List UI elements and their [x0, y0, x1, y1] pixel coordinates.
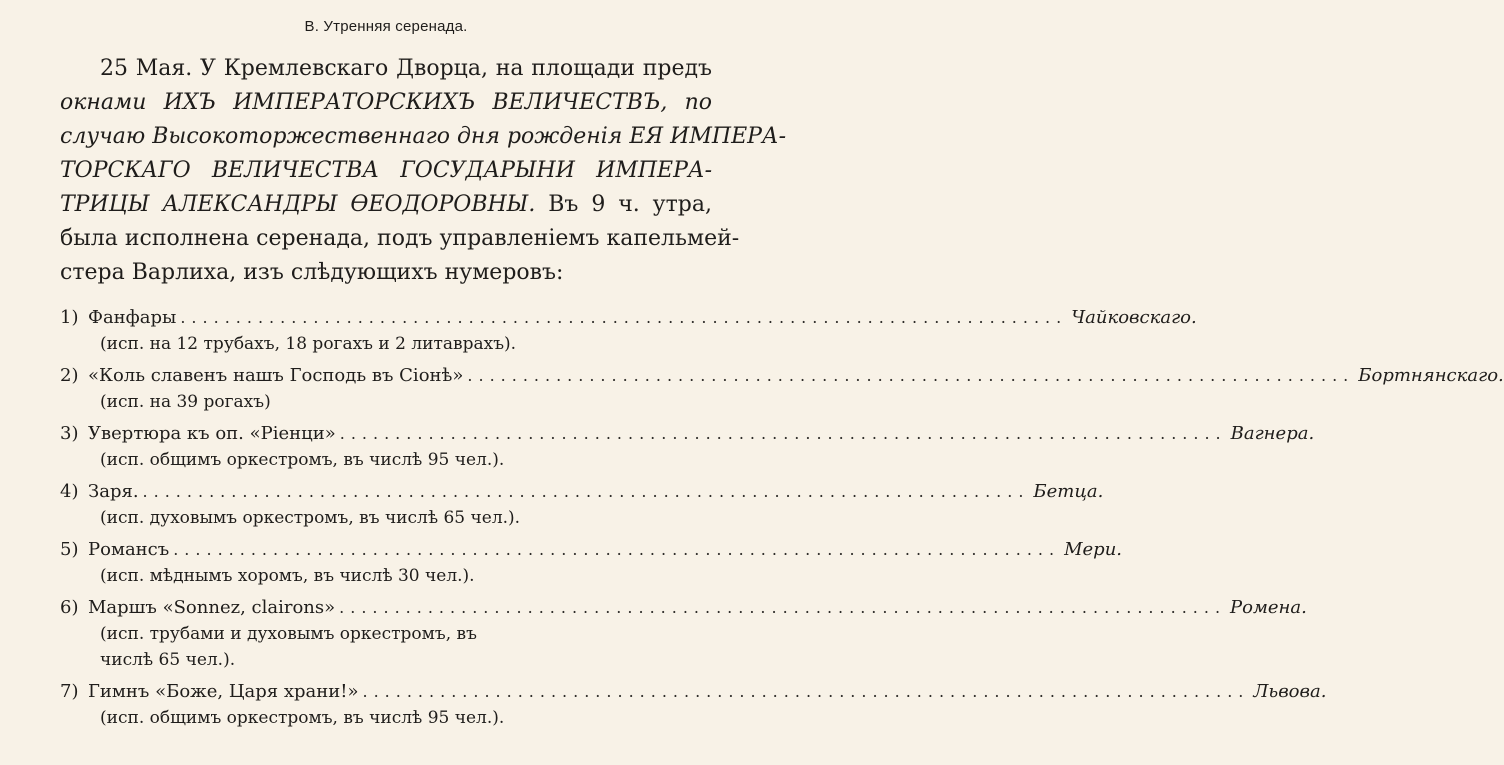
program-item	[60, 479, 1104, 531]
program-item	[60, 363, 1504, 415]
intro-line	[60, 188, 712, 222]
program-item-row	[60, 421, 1315, 447]
dot-leader: ................................................................................	[362, 682, 1250, 701]
intro-line: стера Варлиха, изъ слѣдующихъ нумеровъ:	[60, 260, 564, 285]
item-composer: Ромена.	[1230, 597, 1307, 618]
intro-paragraph	[60, 52, 787, 290]
intro-line: окнами ИХЪ ИМПЕРАТОРСКИХЪ ВЕЛИЧЕСТВЪ, по	[60, 90, 712, 115]
item-number: 6)	[60, 597, 79, 618]
section-heading: В. Утренняя серенада.	[304, 18, 468, 35]
item-title: Заря.	[88, 481, 139, 502]
program-item-row	[60, 363, 1504, 389]
intro-line-5-roman: Въ 9 ч. утра,	[548, 192, 712, 217]
intro-line-5-italic: ТРИЦЫ АЛЕКСАНДРЫ ѲЕОДОРОВНЫ.	[60, 192, 536, 217]
dot-leader: ................................................................................	[173, 540, 1061, 559]
item-performance-note: (исп. общимъ оркестромъ, въ числѣ 95 чел.).	[100, 450, 505, 470]
item-composer: Бортнянскаго.	[1358, 365, 1504, 386]
intro-line: случаю Высокоторжественнаго дня рожденія ЕЯ ИМПЕРА-	[60, 124, 787, 149]
item-number: 7)	[60, 681, 79, 702]
item-composer: Бетца.	[1033, 481, 1104, 502]
intro-line-1-text: 25 Мая. У Кремлевскаго Дворца, на площади предъ	[100, 56, 712, 81]
dot-leader: ................................................................................	[142, 482, 1030, 501]
program-item-row	[60, 305, 1197, 331]
intro-line: была исполнена серенада, подъ управленіемъ капельмей-	[60, 226, 740, 251]
item-title: «Коль славенъ нашъ Господь въ Сіонѣ»	[88, 365, 464, 386]
program-item-row	[60, 537, 1123, 563]
item-composer: Вагнера.	[1230, 423, 1315, 444]
item-title: Фанфары	[88, 307, 177, 328]
program-item	[60, 595, 1307, 673]
item-title: Маршъ «Sonnez, clairons»	[88, 597, 336, 618]
item-number: 2)	[60, 365, 79, 386]
intro-line: ТОРСКАГО ВЕЛИЧЕСТВА ГОСУДАРЫНИ ИМПЕРА-	[60, 158, 712, 183]
item-title: Гимнъ «Боже, Царя храни!»	[88, 681, 359, 702]
dot-leader: ................................................................................	[467, 366, 1355, 385]
item-number: 5)	[60, 539, 79, 560]
program-item	[60, 421, 1315, 473]
item-performance-note: (исп. мѣднымъ хоромъ, въ числѣ 30 чел.).	[100, 566, 475, 586]
program-item-row	[60, 479, 1104, 505]
program-item-row	[60, 595, 1307, 621]
item-number: 4)	[60, 481, 79, 502]
program-item	[60, 537, 1123, 589]
item-composer: Чайковскаго.	[1071, 307, 1197, 328]
item-performance-note: (исп. трубами и духовымъ оркестромъ, въ	[100, 624, 477, 644]
program-item	[60, 679, 1327, 731]
item-number: 1)	[60, 307, 79, 328]
dot-leader: ................................................................................	[339, 598, 1227, 617]
item-title: Увертюра къ оп. «Ріенци»	[88, 423, 336, 444]
item-performance-note: (исп. духовымъ оркестромъ, въ числѣ 65 чел.).	[100, 508, 521, 528]
program-list	[60, 305, 1504, 737]
item-performance-note: (исп. общимъ оркестромъ, въ числѣ 95 чел.).	[100, 708, 505, 728]
program-item-row	[60, 679, 1327, 705]
item-performance-note: (исп. на 12 трубахъ, 18 рогахъ и 2 литаврахъ).	[100, 334, 517, 354]
dot-leader: ................................................................................	[180, 308, 1068, 327]
program-item	[60, 305, 1197, 357]
dot-leader: ................................................................................	[339, 424, 1227, 443]
item-composer: Львова.	[1253, 681, 1327, 702]
item-performance-note: (исп. на 39 рогахъ)	[100, 392, 271, 412]
item-number: 3)	[60, 423, 79, 444]
item-composer: Мери.	[1064, 539, 1123, 560]
intro-line	[60, 52, 712, 86]
item-title: Романсъ	[88, 539, 170, 560]
item-performance-note: числѣ 65 чел.).	[100, 650, 236, 670]
